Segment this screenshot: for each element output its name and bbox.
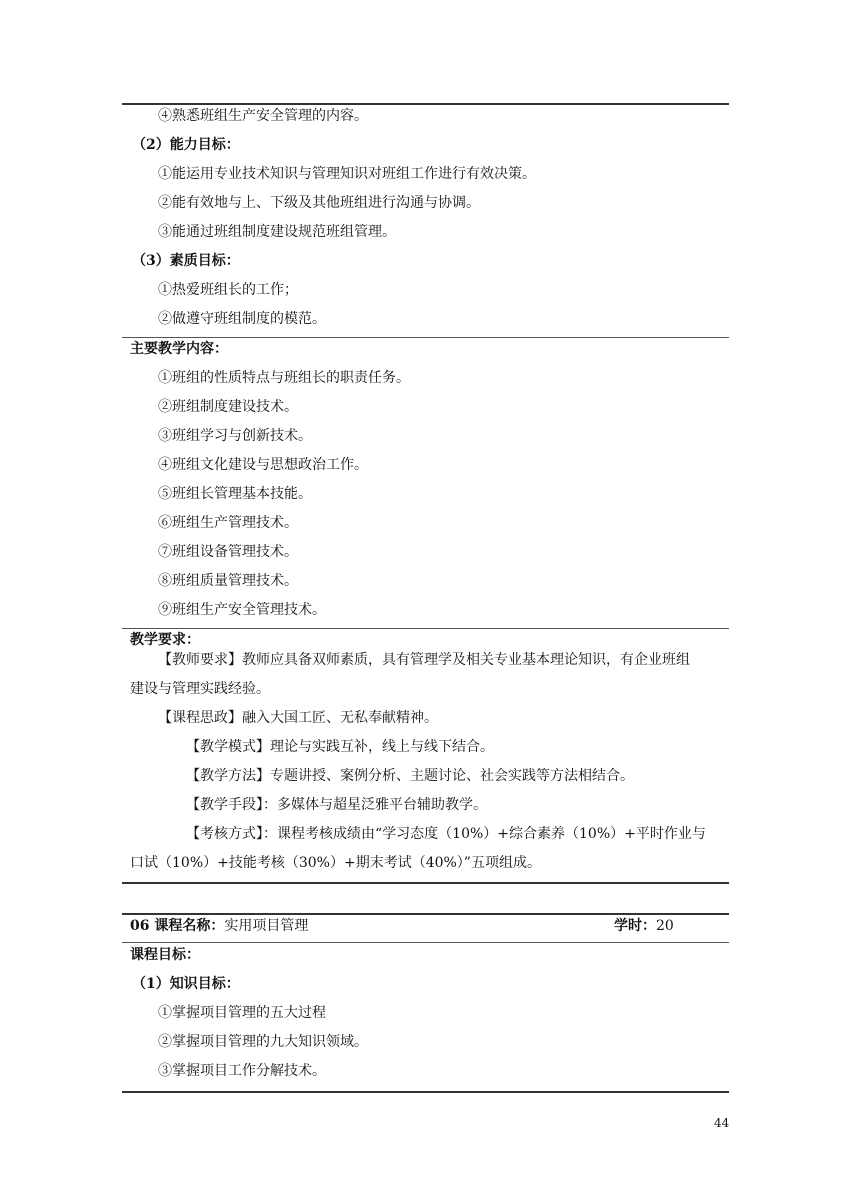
ability-item: ①能运用专业技术知识与管理知识对班组工作进行有效决策。 [158, 166, 536, 182]
table-top-rule [122, 913, 729, 915]
section-divider [122, 337, 729, 338]
knowledge-item: ①掌握项目管理的五大过程 [158, 1005, 326, 1021]
knowledge-heading: （1）知识目标： [132, 976, 240, 992]
content-heading: 主要教学内容： [130, 341, 228, 357]
course-hours [614, 917, 674, 935]
ability-item: ③能通过班组制度建设规范班组管理。 [158, 224, 396, 240]
content-item: ④班组文化建设与思想政治工作。 [158, 457, 368, 473]
assessment-cont: 口试（10%）+技能考核（30%）+期末考试（40%）”五项组成。 [130, 855, 541, 871]
content-item: ②班组制度建设技术。 [158, 399, 298, 415]
course-ideology: 【课程思政】融入大国工匠、无私奉献精神。 [158, 710, 438, 726]
knowledge-item: ④熟悉班组生产安全管理的内容。 [158, 108, 368, 124]
content-item: ①班组的性质特点与班组长的职责任务。 [158, 370, 410, 386]
teaching-method: 【教学方法】专题讲授、案例分析、主题讨论、社会实践等方法相结合。 [186, 768, 634, 784]
content-item: ⑨班组生产安全管理技术。 [158, 602, 326, 618]
ability-item: ②能有效地与上、下级及其他班组进行沟通与协调。 [158, 195, 480, 211]
content-item: ⑦班组设备管理技术。 [158, 544, 298, 560]
page-number: 44 [714, 1116, 730, 1130]
section-divider [122, 628, 729, 629]
knowledge-item: ③掌握项目工作分解技术。 [158, 1063, 326, 1079]
content-item: ⑧班组质量管理技术。 [158, 573, 298, 589]
teaching-mode: 【教学模式】理论与实践互补，线上与线下结合。 [186, 739, 494, 755]
quality-heading: （3）素质目标： [132, 253, 240, 269]
content-item: ③班组学习与创新技术。 [158, 428, 312, 444]
table-bottom-rule [122, 882, 729, 884]
quality-item: ①热爱班组长的工作； [158, 282, 298, 298]
assessment: 【考核方式】：课程考核成绩由“学习态度（10%）+综合素养（10%）+平时作业与 [186, 826, 706, 842]
course-hours-value: 20 [656, 918, 674, 934]
row-divider [122, 942, 729, 943]
bottom-rule [122, 1091, 729, 1093]
course-name-value: 实用项目管理 [224, 918, 309, 934]
teacher-requirement-cont: 建设与管理实践经验。 [130, 681, 270, 697]
top-rule [122, 103, 729, 105]
course-hours-label: 学时： [614, 918, 656, 934]
goal-heading: 课程目标： [130, 947, 200, 963]
content-item: ⑥班组生产管理技术。 [158, 515, 298, 531]
ability-heading: （2）能力目标： [132, 137, 240, 153]
teaching-means: 【教学手段】：多媒体与超星泛雅平台辅助教学。 [186, 797, 487, 813]
teacher-requirement: 【教师要求】教师应具备双师素质，具有管理学及相关专业基本理论知识，有企业班组 [158, 652, 690, 668]
course-name-row [130, 917, 308, 935]
content-item: ⑤班组长管理基本技能。 [158, 486, 312, 502]
knowledge-item: ②掌握项目管理的九大知识领域。 [158, 1034, 368, 1050]
quality-item: ②做遵守班组制度的模范。 [158, 311, 326, 327]
course-name-label: 06 课程名称： [130, 918, 225, 934]
requirements-heading: 教学要求： [130, 632, 200, 648]
